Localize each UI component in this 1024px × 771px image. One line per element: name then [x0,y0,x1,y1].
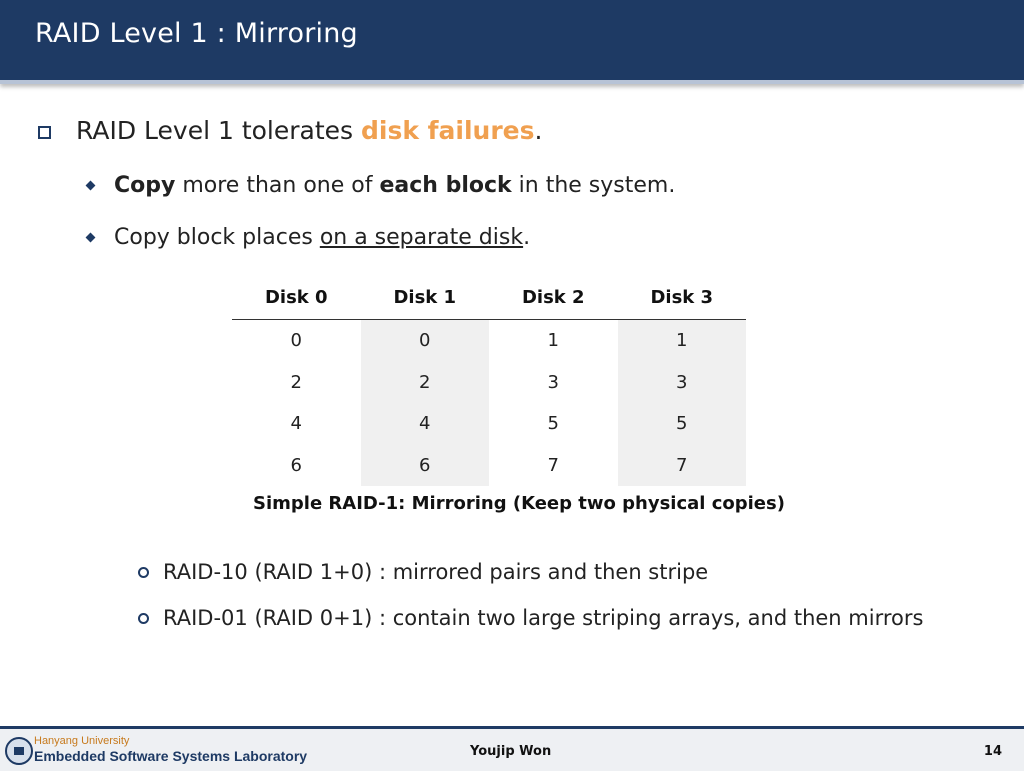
table-caption: Simple RAID-1: Mirroring (Keep two physical copies) [253,493,785,514]
table-cell: 7 [618,445,747,487]
table-cell: 2 [290,371,302,393]
university-name: Hanyang University [34,735,130,747]
sub-bullet-place-prefix: Copy block places [114,225,320,250]
column-header: Disk 0 [232,276,361,320]
diamond-bullet-icon [86,181,96,191]
table-row [232,362,746,404]
sub-bullet-place-suffix: . [523,225,531,250]
sub-bullet-place [87,225,530,250]
raid1-table [232,276,746,486]
main-bullet-accent: disk failures [361,116,535,145]
table-cell: 6 [361,445,490,487]
main-bullet [38,116,542,145]
sub-bullet-copy [87,173,675,198]
sub-bullet-place-text [114,225,530,250]
lab-name: Embedded Software Systems Laboratory [34,748,308,764]
table-cell: 7 [547,454,559,476]
circle-bullet-icon [138,567,149,578]
table-cell: 6 [290,454,302,476]
table-cell: 4 [361,403,490,445]
author-name: Youjip Won [470,744,552,759]
table-row [232,403,746,445]
sub-bullet-underlined: on a separate disk [319,225,524,250]
table-row [232,320,746,362]
sub-bullet-copy-text [114,173,675,198]
column-header: Disk 1 [361,276,490,320]
square-bullet-icon [38,126,51,139]
table-cell: 3 [547,371,559,393]
page-number: 14 [983,744,1002,759]
raid10-text: RAID-10 (RAID 1+0) : mirrored pairs and then stripe [163,560,709,584]
sub-bullet-bold-copy: Copy [114,173,176,198]
table-cell: 2 [361,362,490,404]
column-header: Disk 2 [489,276,618,320]
university-logo-icon [5,737,33,765]
table-cell: 5 [547,413,559,435]
table-cell: 3 [618,362,747,404]
slide-title: RAID Level 1 : Mirroring [35,18,358,49]
diamond-bullet-icon [86,233,96,243]
table-cell: 1 [547,330,559,352]
slide-header [0,0,1024,84]
raid10-bullet [138,560,708,584]
raid01-bullet [138,606,923,630]
main-bullet-prefix: RAID Level 1 tolerates [76,116,361,145]
slide-footer [0,726,1024,771]
table-header-row [232,276,746,320]
sub-bullet-bold-each-block: each block [379,173,512,198]
circle-bullet-icon [138,613,149,624]
table-cell: 1 [618,320,747,362]
table-cell: 4 [290,413,302,435]
sub-bullet-text-2: in the system. [511,173,676,198]
main-bullet-suffix: . [534,116,543,145]
sub-bullet-text-1: more than one of [175,173,380,198]
main-bullet-text [76,116,542,145]
table-cell: 0 [290,330,302,352]
table-cell: 5 [618,403,747,445]
table-cell: 0 [361,320,490,362]
column-header: Disk 3 [618,276,747,320]
raid01-text: RAID-01 (RAID 0+1) : contain two large striping arrays, and then mirrors [163,606,924,630]
table-row [232,445,746,487]
